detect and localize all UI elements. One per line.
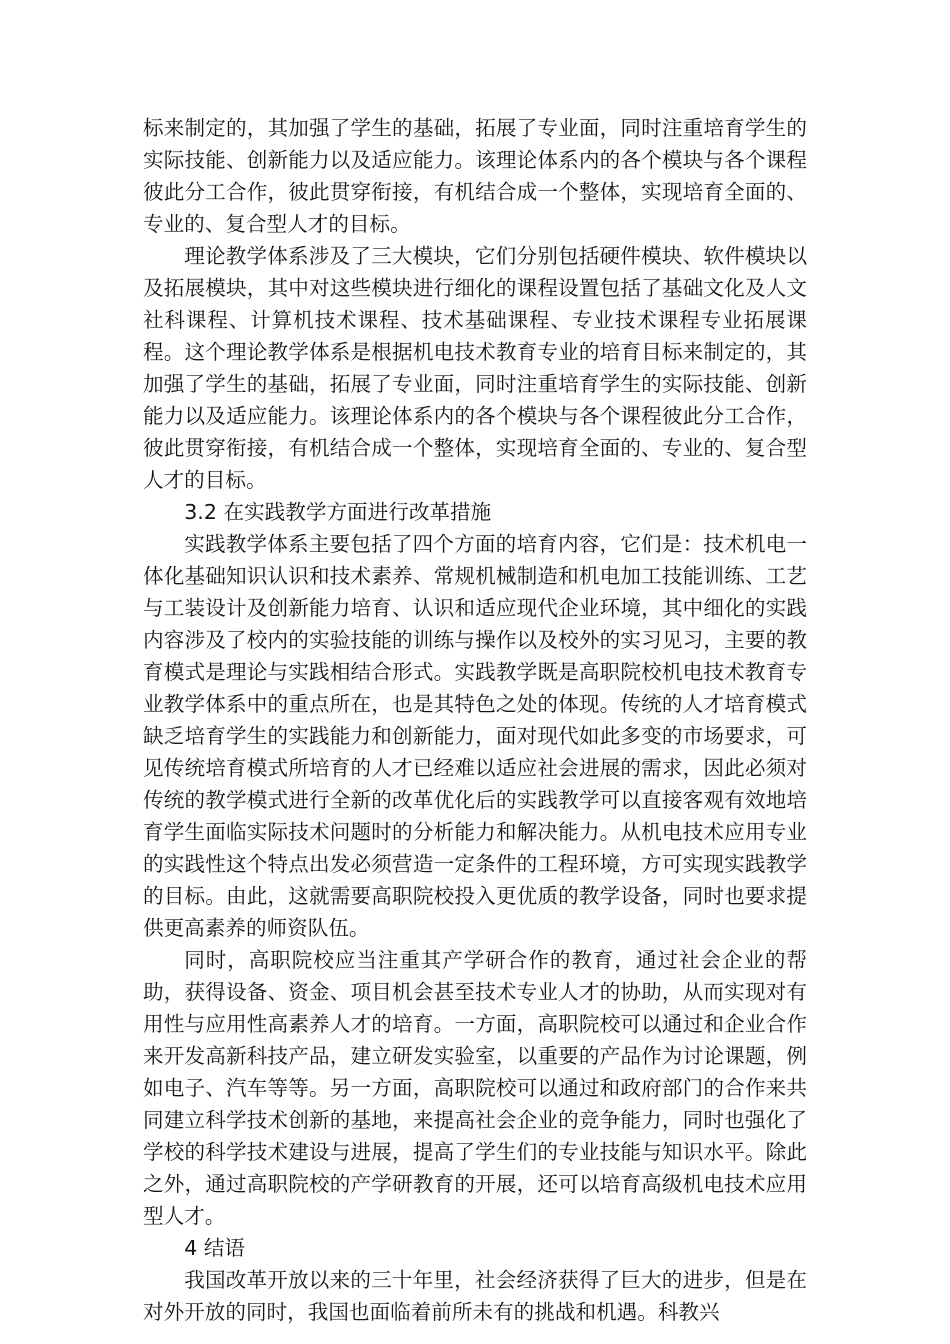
paragraph-practice-system: 实践教学体系主要包括了四个方面的培育内容，它们是：技术机电一体化基础知识认识和技术素养、常规机械制造和机电加工技能训练、工艺与工装设计及创新能力培育、认识和适应现代企业环境，其中细化的实践内容涉及了校内的实验技能的训练与操作以及校外的实习见习，主要的教育模式是理论与实践相结合形式。实践教学既是高职院校机电技术教育专业教学体系中的重点所在，也是其特色之处的体现。传统的人才培育模式缺乏培育学生的实践能力和创新能力，面对现代如此多变的市场要求，可见传统培育模式所培育的人才已经难以适应社会进展的需求，因此必须对传统的教学模式进行全新的改革优化后的实践教学可以直接客观有效地培育学生面临实际技术问题时的分析能力和解决能力。从机电技术应用专业的实践性这个特点出发必须营造一定条件的工程环境，方可实现实践教学的目标。由此，这就需要高职院校投入更优质的教学设备，同时也要求提供更高素养的师资队伍。 bbox=[143, 532, 807, 940]
paragraph-industry-cooperation: 同时，高职院校应当注重其产学研合作的教育，通过社会企业的帮助，获得设备、资金、项目机会甚至技术专业人才的协助，从而实现对有用性与应用性高素养人才的培育。一方面，高职院校可以通过和企业合作来开发高新科技产品，建立研发实验室，以重要的产品作为讨论课题，例如电子、汽车等等。另一方面，高职院校可以通过和政府部门的合作来共同建立科学技术创新的基地，来提高社会企业的竞争能力，同时也强化了学校的科学技术建设与进展，提高了学生们的专业技能与知识水平。除此之外，通过高职院校的产学研教育的开展，还可以培育高级机电技术应用型人才。 bbox=[143, 948, 807, 1228]
paragraph-theory-system: 理论教学体系涉及了三大模块，它们分别包括硬件模块、软件模块以及拓展模块，其中对这些模块进行细化的课程设置包括了基础文化及人文社科课程、计算机技术课程、技术基础课程、专业技术课程专业拓展课程。这个理论教学体系是根据机电技术教育专业的培育目标来制定的，其加强了学生的基础，拓展了专业面，同时注重培育学生的实际技能、创新能力以及适应能力。该理论体系内的各个模块与各个课程彼此分工合作，彼此贯穿衔接，有机结合成一个整体，实现培育全面的、专业的、复合型人才的目标。 bbox=[143, 244, 807, 492]
document-body bbox=[143, 112, 807, 1328]
paragraph-conclusion: 我国改革开放以来的三十年里，社会经济获得了巨大的进步，但是在对外开放的同时，我国也面临着前所未有的挑战和机遇。科教兴 bbox=[143, 1268, 807, 1324]
paragraph-continuation: 标来制定的，其加强了学生的基础，拓展了专业面，同时注重培育学生的实际技能、创新能力以及适应能力。该理论体系内的各个模块与各个课程彼此分工合作，彼此贯穿衔接，有机结合成一个整体，实现培育全面的、专业的、复合型人才的目标。 bbox=[143, 116, 807, 236]
section-heading-4: 4 结语 bbox=[184, 1236, 246, 1260]
section-heading-3-2: 3.2 在实践教学方面进行改革措施 bbox=[184, 500, 492, 524]
